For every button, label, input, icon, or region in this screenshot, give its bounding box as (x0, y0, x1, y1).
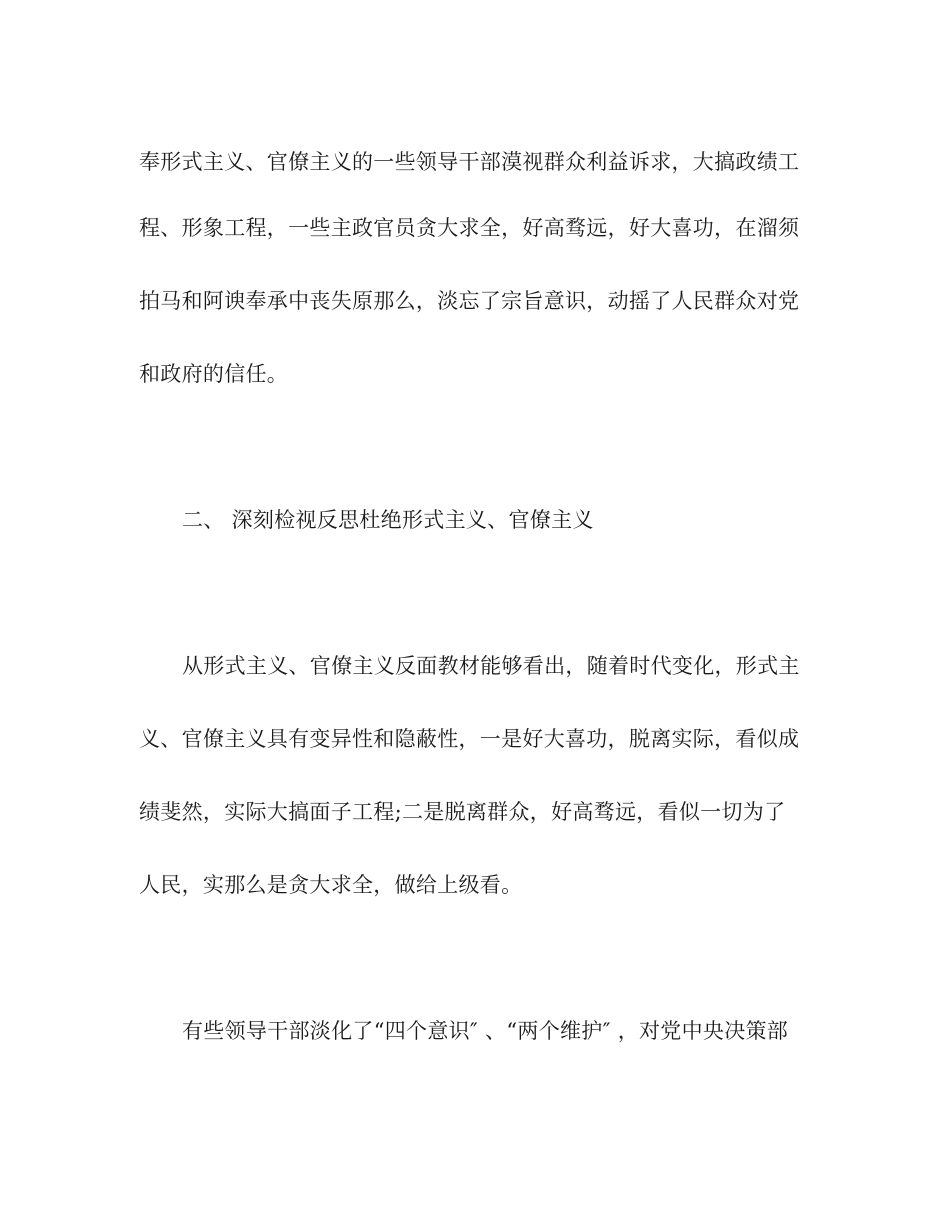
paragraph-2-line-2: 义、官僚主义具有变异性和隐蔽性，一是好大喜功，脱离实际，看似成 (139, 727, 800, 751)
paragraph-2-line-3: 绩斐然，实际大搞面子工程;二是脱离群众，好高骛远，看似一切为了 (139, 800, 786, 824)
paragraph-1-line-3: 拍马和阿谀奉承中丧失原那么，淡忘了宗旨意识，动摇了人民群众对党 (139, 289, 800, 313)
paragraph-1-line-4: 和政府的信任。 (139, 362, 289, 386)
section-heading-2: 二、 深刻检视反思杜绝形式主义、官僚主义 (182, 508, 594, 532)
paragraph-1-line-2: 程、形象工程，一些主政官员贪大求全，好高骛远，好大喜功，在溜须 (139, 216, 800, 240)
paragraph-2-line-4: 人民，实那么是贪大求全，做给上级看。 (139, 873, 523, 897)
paragraph-2-line-1: 从形式主义、官僚主义反面教材能够看出，随着时代变化，形式主 (182, 654, 800, 678)
paragraph-1-line-1: 奉形式主义、官僚主义的一些领导干部漠视群众利益诉求，大搞政绩工 (139, 150, 800, 174)
paragraph-3-line-1: 有些领导干部淡化了“四个意识″ 、“两个维护″ ，对党中央决策部 (182, 1019, 789, 1043)
